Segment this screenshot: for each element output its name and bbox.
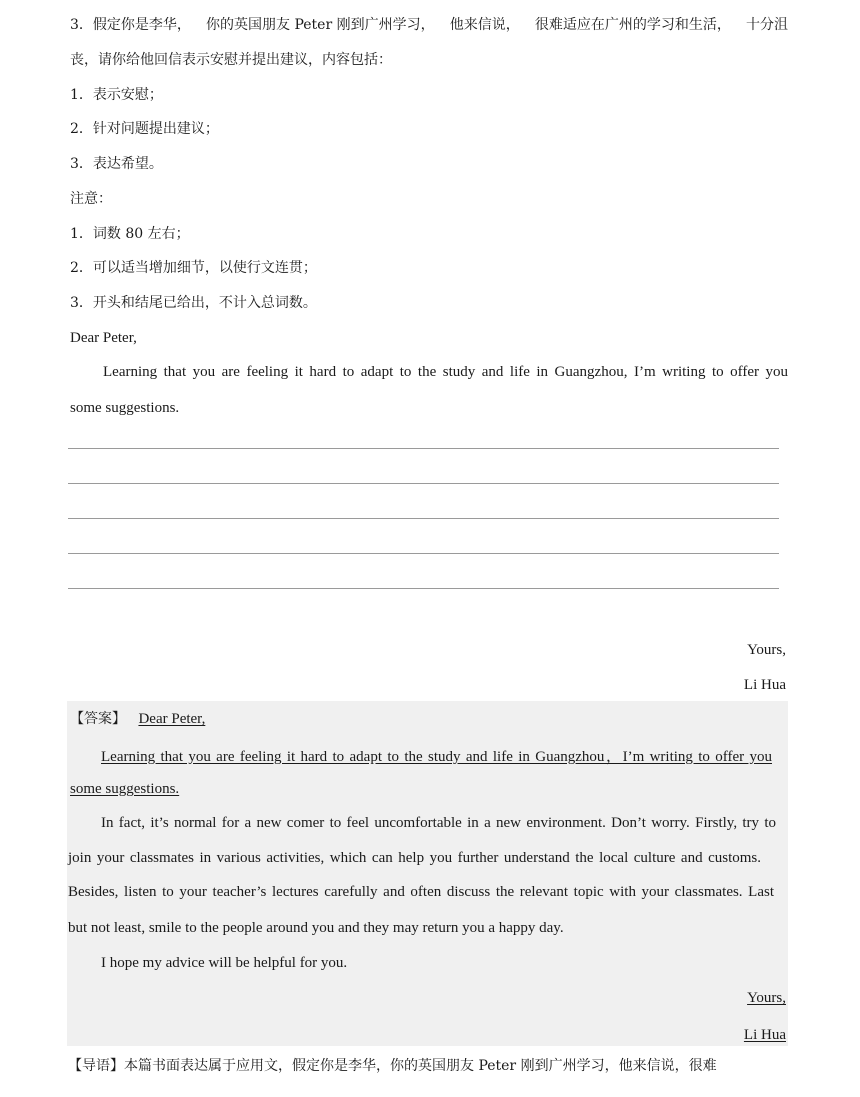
answer-closing: Yours,	[747, 990, 786, 1006]
requirement-item: 3．表达希望。	[70, 156, 163, 172]
prompt-line-1	[70, 15, 788, 35]
answer-signature: Li Hua	[743, 1027, 786, 1043]
prompt-part: 他来信说，	[449, 17, 520, 33]
writing-line	[68, 483, 779, 484]
prompt-part: 3．假定你是李华，	[70, 17, 191, 33]
prompt-part: 十分沮	[745, 17, 788, 33]
requirement-item: 1．表示安慰；	[70, 87, 163, 103]
letter-closing: Yours,	[747, 642, 786, 658]
answer-body-line: Besides, listen to your teacher’s lectures carefully and often discuss the relevant topic with your classmates. Last	[68, 884, 774, 900]
answer-body-line: In fact, it’s normal for a new comer to feel uncomfortable in a new environment. Don’t worry. Firstly, try to	[101, 815, 776, 831]
letter-opening-line-1: Learning that you are feeling it hard to adapt to the study and life in Guangzhou, I’m writing to offer you	[103, 364, 788, 380]
prompt-part: 很难适应在广州的学习和生活，	[534, 17, 731, 33]
notice-item: 3．开头和结尾已给出，不计入总词数。	[70, 295, 317, 311]
writing-line	[68, 518, 779, 519]
writing-line	[68, 553, 779, 554]
notice-title: 注意：	[70, 191, 112, 207]
answer-salutation: Dear Peter,	[138, 711, 206, 727]
requirement-item: 2．针对问题提出建议；	[70, 121, 219, 137]
prompt-line-2: 丧，请你给他回信表示安慰并提出建议，内容包括：	[70, 52, 392, 68]
notice-item: 2．可以适当增加细节，以使行文连贯；	[70, 260, 317, 276]
writing-line	[68, 588, 779, 589]
answer-closing-sentence: I hope my advice will be helpful for you.	[101, 955, 348, 971]
answer-label: 【答案】	[70, 711, 126, 727]
writing-line	[68, 448, 779, 449]
prompt-part: 你的英国朋友 Peter 刚到广州学习，	[206, 17, 435, 33]
answer-body-line: join your classmates in various activities, which can help you further understand the local culture and customs.	[68, 850, 761, 866]
letter-opening-line-2: some suggestions.	[70, 400, 180, 416]
letter-signature: Li Hua	[743, 677, 786, 693]
answer-body-line: but not least, smile to the people around you and they may return you a happy day.	[68, 920, 564, 936]
answer-opening-line-2: some suggestions.	[70, 781, 180, 797]
letter-salutation: Dear Peter,	[70, 330, 137, 346]
guide-text: 【导语】本篇书面表达属于应用文，假定你是李华，你的英国朋友 Peter 刚到广州学习，他来信说，很难	[68, 1058, 717, 1074]
answer-opening-line-1: Learning that you are feeling it hard to adapt to the study and life in Guangzhou，I’m writing to offer you	[101, 749, 772, 765]
answer-header	[70, 709, 205, 729]
notice-item: 1．词数 80 左右；	[70, 226, 190, 242]
